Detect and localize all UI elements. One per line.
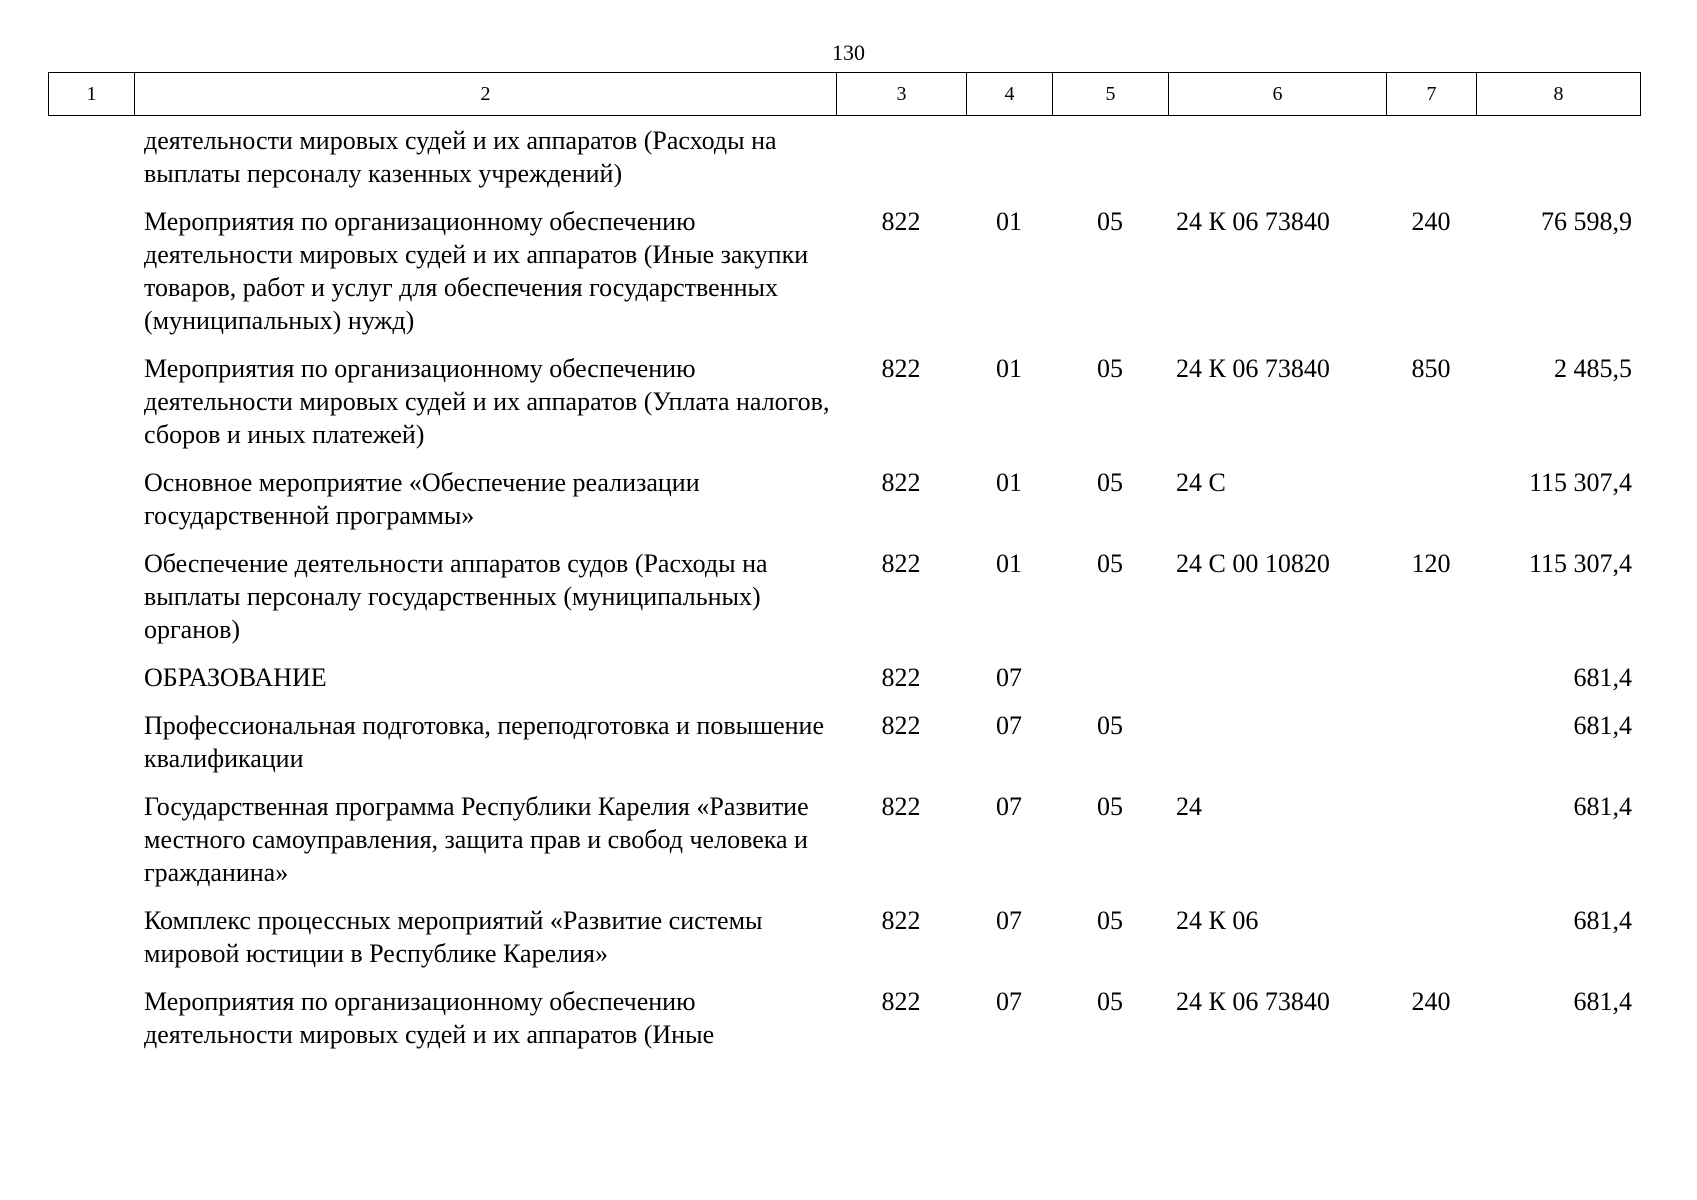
row-column-1	[48, 352, 134, 466]
header-cell-8: 8	[1477, 73, 1641, 116]
row-code-5: 05	[1097, 906, 1123, 935]
row-code-6: 24 С	[1176, 468, 1226, 497]
row-column-1	[48, 985, 134, 1066]
row-code-3: 822	[881, 711, 921, 740]
row-code-4: 07	[996, 987, 1022, 1016]
row-description: Мероприятия по организационному обеспечению деятельности мировых судей и их аппаратов (Иные закупки товаров, работ и услуг для обеспечения государственных (муниципальных) нужд)	[144, 207, 809, 335]
budget-table-body	[48, 124, 1640, 1066]
row-description: ОБРАЗОВАНИЕ	[144, 663, 327, 692]
row-amount: 2 485,5	[1554, 354, 1632, 383]
header-cell-1: 1	[49, 73, 135, 116]
row-code-3: 822	[881, 663, 921, 692]
row-code-4: 07	[996, 792, 1022, 821]
row-code-6	[1168, 661, 1386, 709]
row-code-4: 01	[996, 207, 1022, 236]
row-code-3: 822	[881, 354, 921, 383]
row-amount: 681,4	[1573, 663, 1632, 692]
row-code-5: 05	[1097, 711, 1123, 740]
header-row	[49, 73, 1641, 116]
table-row	[48, 466, 1640, 547]
row-code-4: 07	[996, 711, 1022, 740]
row-description: деятельности мировых судей и их аппаратов (Расходы на выплаты персоналу казенных учреждений)	[144, 126, 777, 188]
row-code-4: 07	[996, 663, 1022, 692]
row-code-7	[1386, 790, 1476, 904]
header-cell-2: 2	[135, 73, 837, 116]
row-code-5	[1052, 661, 1168, 709]
row-column-1	[48, 124, 134, 205]
row-code-6: 24 К 06 73840	[1176, 987, 1330, 1016]
row-code-3: 822	[881, 987, 921, 1016]
row-code-5: 05	[1097, 354, 1123, 383]
row-code-3: 822	[881, 792, 921, 821]
table-row	[48, 985, 1640, 1066]
table-row	[48, 124, 1640, 205]
row-code-3: 822	[881, 207, 921, 236]
row-code-6: 24 К 06 73840	[1176, 207, 1330, 236]
row-amount: 681,4	[1573, 987, 1632, 1016]
row-column-1	[48, 709, 134, 790]
table-row	[48, 352, 1640, 466]
row-description: Государственная программа Республики Карелия «Развитие местного самоуправления, защита прав и свобод человека и гражданина»	[144, 792, 809, 887]
row-code-5: 05	[1097, 207, 1123, 236]
row-description: Основное мероприятие «Обеспечение реализации государственной программы»	[144, 468, 700, 530]
row-code-7	[1386, 124, 1476, 205]
row-code-5	[1052, 124, 1168, 205]
row-amount: 681,4	[1573, 711, 1632, 740]
row-column-1	[48, 661, 134, 709]
row-code-3: 822	[881, 549, 921, 578]
row-column-1	[48, 466, 134, 547]
row-column-1	[48, 547, 134, 661]
row-code-5: 05	[1097, 468, 1123, 497]
table-row	[48, 904, 1640, 985]
row-amount: 681,4	[1573, 906, 1632, 935]
row-code-7	[1386, 661, 1476, 709]
row-code-3: 822	[881, 906, 921, 935]
row-column-1	[48, 790, 134, 904]
header-cell-3: 3	[837, 73, 967, 116]
row-description: Комплекс процессных мероприятий «Развитие системы мировой юстиции в Республике Карелия»	[144, 906, 763, 968]
row-code-6: 24 К 06	[1176, 906, 1259, 935]
column-header-table	[48, 72, 1641, 116]
row-column-1	[48, 205, 134, 352]
header-cell-6: 6	[1169, 73, 1387, 116]
budget-table	[48, 124, 1640, 1066]
row-description: Обеспечение деятельности аппаратов судов (Расходы на выплаты персоналу государственных (муниципальных) органов)	[144, 549, 768, 644]
row-amount	[1476, 124, 1640, 205]
row-description: Мероприятия по организационному обеспечению деятельности мировых судей и их аппаратов (Уплата налогов, сборов и иных платежей)	[144, 354, 830, 449]
row-amount: 76 598,9	[1541, 207, 1632, 236]
row-code-7: 120	[1411, 549, 1451, 578]
row-description: Мероприятия по организационному обеспечению деятельности мировых судей и их аппаратов (Иные	[144, 987, 715, 1049]
row-code-6: 24 К 06 73840	[1176, 354, 1330, 383]
row-code-6: 24 С 00 10820	[1176, 549, 1330, 578]
row-code-4: 01	[996, 468, 1022, 497]
row-code-6	[1168, 709, 1386, 790]
row-code-4: 01	[996, 354, 1022, 383]
row-code-7: 240	[1411, 987, 1451, 1016]
row-code-7	[1386, 904, 1476, 985]
header-cell-4: 4	[967, 73, 1053, 116]
table-row	[48, 205, 1640, 352]
header-cell-7: 7	[1387, 73, 1477, 116]
row-code-4: 01	[996, 549, 1022, 578]
row-code-7	[1386, 466, 1476, 547]
table-row	[48, 547, 1640, 661]
row-amount: 115 307,4	[1528, 468, 1632, 497]
row-code-3	[836, 124, 966, 205]
row-code-7: 850	[1411, 354, 1451, 383]
row-amount: 115 307,4	[1528, 549, 1632, 578]
row-code-7: 240	[1411, 207, 1451, 236]
table-row	[48, 709, 1640, 790]
row-code-6: 24	[1176, 792, 1202, 821]
page-number: 130	[832, 40, 865, 65]
row-code-4	[966, 124, 1052, 205]
table-row	[48, 790, 1640, 904]
row-code-3: 822	[881, 468, 921, 497]
row-code-5: 05	[1097, 549, 1123, 578]
row-code-7	[1386, 709, 1476, 790]
header-cell-5: 5	[1053, 73, 1169, 116]
row-column-1	[48, 904, 134, 985]
row-description: Профессиональная подготовка, переподготовка и повышение квалификации	[144, 711, 825, 773]
row-amount: 681,4	[1573, 792, 1632, 821]
row-code-5: 05	[1097, 987, 1123, 1016]
row-code-5: 05	[1097, 792, 1123, 821]
table-row	[48, 661, 1640, 709]
row-code-6	[1168, 124, 1386, 205]
row-code-4: 07	[996, 906, 1022, 935]
